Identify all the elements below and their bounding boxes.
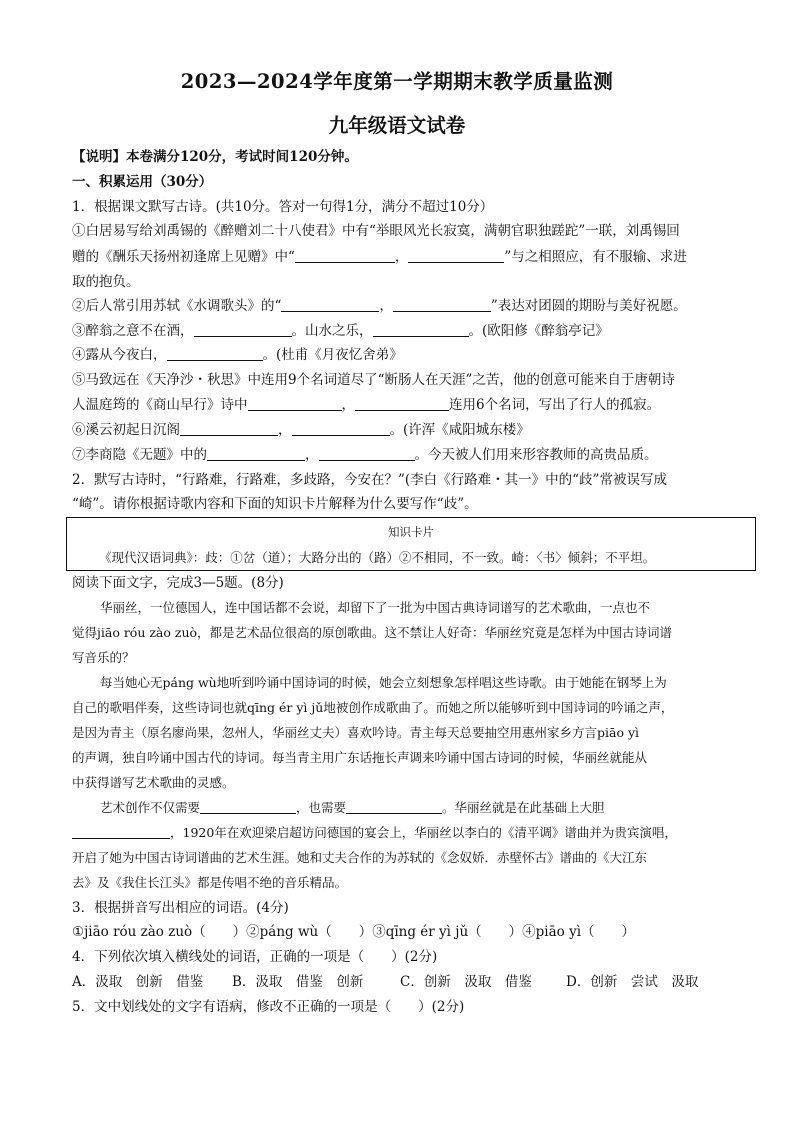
card-title: 知识卡片 [388, 525, 434, 539]
q1-intro: 1．根据课文默写古诗。(共10分。答对一句得1分，满分不超过10分） [72, 199, 494, 215]
exam-title: 2023—2024学年度第一学期期末教学质量监测 [180, 70, 614, 93]
q5: 5．文中划线处的文字有语病，修改不正确的一项是（ ）(2分) [72, 999, 465, 1015]
text: 人温庭筠的《商山早行》诗中 [72, 397, 248, 413]
q4: 4．下列依次填入横线处的词语，正确的一项是（ ）(2分) [72, 949, 438, 965]
q4-options [72, 973, 732, 991]
answer-blank[interactable] [408, 248, 504, 263]
text: 。(杜甫《月夜忆舍弟》 [262, 347, 403, 363]
text: ， [305, 447, 319, 463]
text: ”与之相照应，有不服输、求进 [504, 249, 687, 265]
answer-blank[interactable] [292, 421, 390, 436]
q2-line2: “崎”。请你根据诗歌内容和下面的知识卡片解释为什么要写作“歧”。 [72, 496, 478, 512]
passage-p2-line5: 中获得谱写艺术歌曲的灵感。 [72, 775, 235, 790]
text: 。山水之乐， [291, 323, 373, 339]
text: 赠的《酬乐天扬州初逢席上见赠》中“ [72, 249, 295, 265]
knowledge-card [66, 517, 756, 571]
q1-item3 [72, 322, 732, 340]
text: 艺术创作不仅需要 [100, 800, 201, 815]
option-b[interactable]: B．汲取 借鉴 创新 [232, 974, 364, 990]
section-heading: 一、积累运用（30分） [72, 174, 213, 190]
reading-intro: 阅读下面文字，完成3—5题。(8分) [72, 575, 284, 591]
text: ， [379, 298, 393, 314]
answer-blank[interactable] [373, 322, 469, 337]
q1-item2 [72, 297, 732, 315]
passage-p2-line4: 的声调，独自吟诵中国古代的诗词。每当青主用广东话拖长声调来吟诵中国古诗词的时候，华丽丝就能从 [72, 750, 648, 765]
text: 。华丽丝就是在此基础上大胆 [442, 800, 605, 815]
q1-item1-line1: ①白居易写给刘禹锡的《醉赠刘二十八使君》中有“举眼风光长寂寞，满朝官职独蹉跎”一联，刘禹锡回 [72, 223, 680, 239]
answer-blank[interactable] [281, 297, 379, 312]
answer-blank[interactable] [393, 297, 491, 312]
text: ③醉翁之意不在酒， [72, 323, 194, 339]
q2-line1: 2．默写古诗时，“行路难，行路难，多歧路，今安在？”(李白《行路难・其一》中的“歧”常被误写成 [72, 472, 667, 488]
text: 。(许浑《咸阳城东楼》 [389, 422, 530, 438]
q1-item1-line2 [72, 248, 732, 266]
passage-p1-line3: 写音乐的？ [72, 650, 135, 665]
q1-item4 [72, 346, 732, 364]
q1-item5-line2 [72, 396, 732, 414]
answer-blank[interactable] [207, 446, 305, 461]
passage-p3-line2 [72, 824, 732, 842]
text: ， [394, 249, 409, 265]
text: ⑦李商隐《无题》中的 [72, 447, 207, 463]
passage-p3-line3: 开启了她为中国古诗词谱曲的艺术生涯。她和丈夫合作的为苏轼的《念奴娇．赤壁怀古》谱曲的《大江东 [72, 850, 648, 865]
text: ， [278, 422, 292, 438]
text: ②后人常引用苏轼《水调歌头》的“ [72, 298, 282, 314]
answer-blank[interactable] [200, 799, 296, 814]
passage-p2-line1: 每当她心无páng wù地听到吟诵中国诗词的时候，她会立刻想象怎样唱这些诗歌。由于她能在钢琴上为 [100, 675, 667, 690]
text: 。(欧阳修《醉翁亭记》 [468, 323, 609, 339]
passage-p3-line4: 去》及《我住长江头》都是传唱不绝的音乐精品。 [72, 875, 348, 890]
q1-item7 [72, 446, 732, 464]
passage-p3-line1 [72, 799, 732, 817]
text: 连用6个名词，写出了行人的孤寂。 [449, 397, 661, 413]
option-a[interactable]: A．汲取 创新 借鉴 [72, 974, 204, 990]
answer-blank[interactable] [295, 248, 395, 263]
answer-blank[interactable] [248, 396, 342, 411]
q1-item1-line3: 取的抱负。 [72, 274, 140, 290]
option-c[interactable]: C．创新 汲取 借鉴 [400, 974, 532, 990]
answer-blank[interactable] [319, 446, 415, 461]
passage-p2-line2: 自己的歌唱伴奏，这些诗词也就qīng ér yì jǔ地被创作成歌曲了。而她之所以能够听到中国诗词的吟诵之声， [72, 700, 674, 715]
card-body: 《现代汉语词典》：歧：①岔（道）；大路分出的（路）②不相同，不一致。崎：〈书〉倾斜；不平坦。 [99, 550, 656, 565]
text: 。今天被人们用来形容教师的高贵品质。 [414, 447, 658, 463]
text: ”表达对团圆的期盼与美好祝愿。 [490, 298, 687, 314]
answer-blank[interactable] [355, 396, 449, 411]
q3-items: ①jiāo róu zào zuò（ ）②páng wù（ ）③qīng ér yì jǔ（ ）④piāo yì（ ） [72, 924, 636, 940]
passage-p1-line1: 华丽丝，一位德国人，连中国话都不会说，却留下了一批为中国古典诗词谱写的艺术歌曲，一点也不 [100, 600, 651, 615]
answer-blank[interactable] [346, 799, 442, 814]
answer-blank[interactable] [194, 322, 292, 337]
text: ，也需要 [296, 800, 347, 815]
answer-blank[interactable] [180, 421, 278, 436]
exam-note: 【说明】本卷满分120分，考试时间120分钟。 [72, 149, 358, 165]
text: ④露从今夜白， [72, 347, 167, 363]
text: ，1920年在欢迎梁启超访问德国的宴会上，华丽丝以李白的《清平调》谱曲并为贵宾演唱， [170, 825, 677, 840]
option-d[interactable]: D．创新 尝试 汲取 [566, 974, 699, 990]
answer-blank[interactable] [72, 824, 170, 839]
q1-item5-line1: ⑤马致远在《天净沙・秋思》中连用9个名词道尽了“断肠人在天涯”之苦，他的创意可能来自于唐朝诗 [72, 372, 675, 388]
text: ⑥溪云初起日沉阁 [72, 422, 180, 438]
exam-subtitle: 九年级语文试卷 [328, 114, 466, 137]
passage-p1-line2: 觉得jiāo róu zào zuò，都是艺术品位很高的原创歌曲。这不禁让人好奇：华丽丝究竟是怎样为中国古诗词谱 [72, 625, 673, 640]
q3: 3．根据拼音写出相应的词语。(4分) [72, 900, 289, 916]
passage-p2-line3: 是因为青主（原名廖尚果，忽州人，华丽丝丈夫）喜欢吟诗。青主每天总要抽空用惠州家乡方言piāo yì [72, 725, 640, 740]
answer-blank[interactable] [167, 346, 263, 361]
text: ， [341, 397, 355, 413]
q1-item6 [72, 421, 732, 439]
